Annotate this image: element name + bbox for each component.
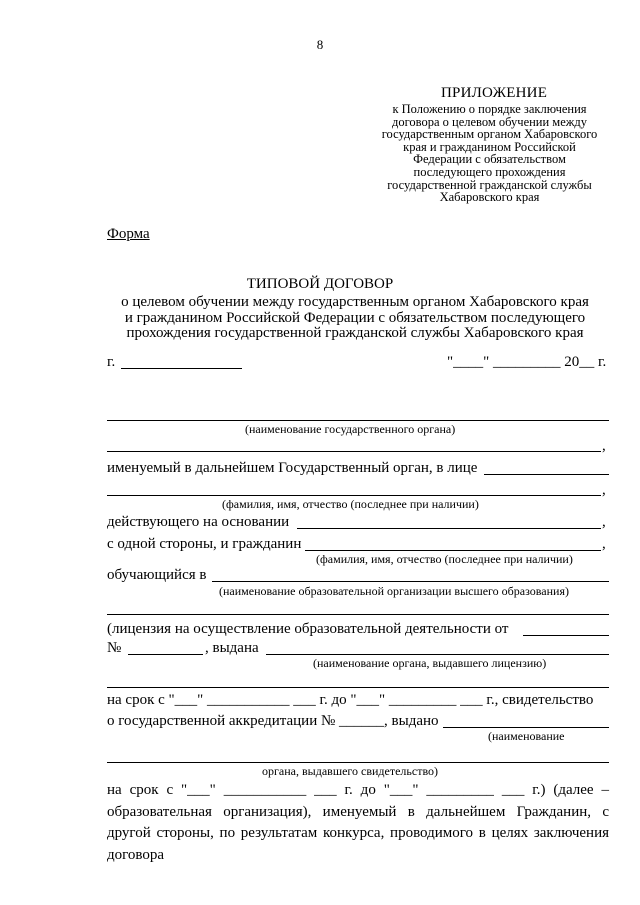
comma: , [602, 514, 606, 530]
caption-name: (наименование [488, 729, 565, 743]
comma: , [602, 482, 606, 498]
license-number-label: № [107, 640, 122, 656]
caption-fio-1: (фамилия, имя, отчество (последнее при наличии) [222, 497, 479, 511]
caption-edu-org: (наименование образовательной организации высшего образования) [219, 584, 569, 598]
contract-title: ТИПОВОЙ ДОГОВОР [246, 276, 394, 292]
appendix-line: к Положению о порядке заключения [392, 102, 587, 116]
appendix-title-text: ПРИЛОЖЕНИЕ [441, 85, 548, 101]
city-prefix: г. [107, 354, 116, 370]
appendix-line: государственным органом Хабаровского [381, 127, 598, 142]
appendix-description [372, 103, 607, 204]
city-blank[interactable] [121, 368, 242, 369]
representative-blank[interactable] [484, 474, 609, 475]
comma: , [602, 536, 606, 552]
accreditation-issuer-blank[interactable] [443, 727, 609, 728]
studying-line: обучающийся в [107, 567, 207, 583]
appendix-line: государственной гражданской службы [387, 177, 592, 192]
comma: , [602, 438, 606, 454]
subtitle-line: о целевом обучении между государственным органом Хабаровского края [121, 294, 589, 310]
caption-cert-org: органа, выдавшего свидетельство) [262, 764, 439, 778]
caption-fio-2: (фамилия, имя, отчество (последнее при наличии) [316, 552, 573, 566]
appendix-line: Федерации с обязательством [413, 152, 566, 167]
citizen-line: с одной стороны, и гражданин [107, 536, 302, 552]
edu-org-blank[interactable] [212, 581, 609, 582]
cert-issuer-blank[interactable] [107, 762, 609, 763]
representative-fio-blank[interactable] [107, 495, 601, 496]
subtitle-line: прохождения государственной гражданской службы Хабаровского края [126, 325, 584, 341]
gov-organ-blank-2[interactable] [107, 451, 601, 452]
date-line: "____" _________ 20__ г. [447, 354, 607, 370]
license-issuer-blank-2[interactable] [107, 687, 609, 688]
license-date-blank[interactable] [523, 635, 609, 636]
final-paragraph: на срок с "___" ___________ ___ г. до "___" _________ ___ г.) (далее – образовательная организация), именуемый в дальнейшем Гражданин, с другой стороны, по результатам конкурса, проводимого в целях заключения договора [107, 782, 609, 863]
acting-basis-line: действующего на основании [107, 514, 290, 530]
caption-gov-organ: (наименование государственного органа) [245, 422, 456, 436]
caption-license-org: (наименование органа, выдавшего лицензию) [313, 656, 547, 670]
contract-subtitle [105, 295, 605, 342]
page-number: 8 [316, 37, 324, 52]
subtitle-line: и гражданином Российской Федерации с обязательством последующего [124, 309, 586, 326]
appendix-line: Хабаровского края [439, 190, 540, 205]
citizen-fio-blank[interactable] [305, 550, 601, 551]
appendix-line: края и гражданином Российской [403, 139, 576, 154]
license-number-blank[interactable] [128, 654, 203, 655]
appendix-line: последующего прохождения [413, 164, 566, 179]
gov-organ-blank[interactable] [107, 420, 609, 421]
basis-blank[interactable] [297, 528, 601, 529]
appendix-line: договора о целевом обучении между [391, 114, 588, 129]
accreditation-line: о государственной аккредитации № ______, выдано [107, 713, 439, 729]
form-label: Форма [107, 226, 150, 242]
license-line: (лицензия на осуществление образовательной деятельности от [107, 621, 509, 637]
edu-org-blank-2[interactable] [107, 614, 609, 615]
license-issuer-blank[interactable] [266, 654, 609, 655]
named-as-line: именуемый в дальнейшем Государственный орган, в лице [107, 460, 478, 476]
term-line-1: на срок с "___" ___________ ___ г. до "___" _________ ___ г., свидетельство [107, 692, 594, 708]
license-issued-label: , выдана [205, 640, 259, 656]
